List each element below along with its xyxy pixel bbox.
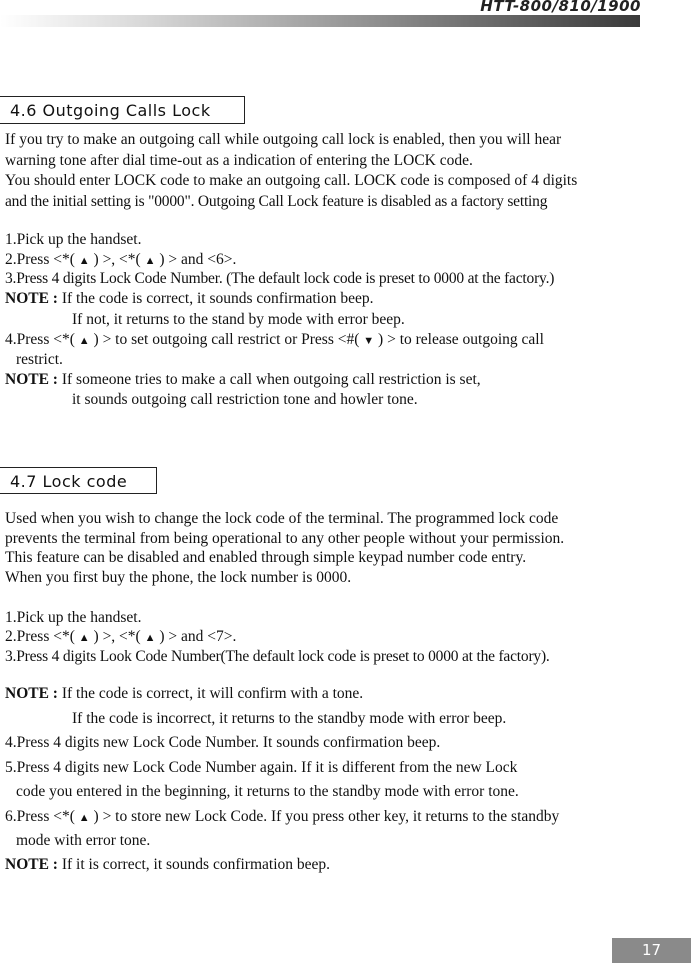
step-3: 3.Press 4 digits Lock Code Number. (The default lock code is preset to 0000 at the factory.) — [5, 270, 555, 287]
step-6-continued: mode with error tone. — [16, 832, 151, 849]
paragraph-line: This feature can be disabled and enabled through simple keypad number code entry. — [5, 549, 527, 566]
up-triangle-icon: ▲ — [78, 812, 90, 824]
step-5-continued: code you entered in the beginning, it returns to the standby mode with error tone. — [16, 783, 519, 800]
paragraph-line: and the initial setting is "0000". Outgoing Call Lock feature is disabled as a factory setting — [5, 193, 548, 210]
step-4-continued: restrict. — [16, 351, 63, 368]
section-title-lock-code: 4.7 Lock code — [0, 467, 157, 494]
paragraph-line: Used when you wish to change the lock code of the terminal. The programmed lock code — [5, 510, 559, 527]
step-3: 3.Press 4 digits Look Code Number(The default lock code is preset to 0000 at the factory). — [5, 648, 550, 665]
paragraph-line: You should enter LOCK code to make an outgoing call. LOCK code is composed of 4 digits — [5, 172, 578, 189]
up-triangle-icon: ▲ — [144, 255, 156, 267]
step-1: 1.Pick up the handset. — [5, 609, 142, 626]
paragraph-line: warning tone after dial time-out as a indication of entering the LOCK code. — [5, 152, 473, 169]
note-label: NOTE : — [5, 685, 58, 702]
step-4: 4.Press <*( ▲ ) > to set outgoing call restrict or Press <#( ▼ ) > to release outgoing call — [5, 331, 544, 348]
step-1: 1.Pick up the handset. — [5, 231, 142, 248]
step-2: 2.Press <*( ▲ ) >, <*( ▲ ) > and <7>. — [5, 628, 237, 645]
paragraph-line: If you try to make an outgoing call while outgoing call lock is enabled, then you will hear — [5, 131, 562, 148]
note-1: NOTE : If the code is correct, it will confirm with a tone. — [5, 685, 364, 702]
paragraph-line: prevents the terminal from being operational to any other people without your permission. — [5, 530, 565, 547]
step-2: 2.Press <*( ▲ ) >, <*( ▲ ) > and <6>. — [5, 251, 237, 268]
model-number: HTT-800/810/1900 — [480, 0, 641, 15]
page-number: 17 — [612, 938, 691, 963]
note-1-continued: If the code is incorrect, it returns to the standby mode with error beep. — [72, 710, 507, 727]
note-1: NOTE : If the code is correct, it sounds confirmation beep. — [5, 290, 374, 307]
note-label: NOTE : — [5, 856, 58, 873]
up-triangle-icon: ▲ — [144, 632, 156, 644]
step-4: 4.Press 4 digits new Lock Code Number. It sounds confirmation beep. — [5, 734, 441, 751]
note-label: NOTE : — [5, 290, 58, 307]
step-6: 6.Press <*( ▲ ) > to store new Lock Code. If you press other key, it returns to the standby — [5, 808, 560, 825]
header-gradient-bar — [0, 15, 640, 27]
down-triangle-icon: ▼ — [363, 335, 375, 347]
note-2-continued: it sounds outgoing call restriction tone and howler tone. — [72, 391, 418, 408]
up-triangle-icon: ▲ — [78, 335, 90, 347]
up-triangle-icon: ▲ — [78, 632, 90, 644]
note-2: NOTE : If it is correct, it sounds confirmation beep. — [5, 856, 331, 873]
note-label: NOTE : — [5, 371, 58, 388]
section-title-outgoing-calls-lock: 4.6 Outgoing Calls Lock — [0, 96, 245, 124]
note-1-continued: If not, it returns to the stand by mode with error beep. — [72, 311, 405, 328]
up-triangle-icon: ▲ — [78, 255, 90, 267]
step-5: 5.Press 4 digits new Lock Code Number again. If it is different from the new Lock — [5, 759, 518, 776]
paragraph-line: When you first buy the phone, the lock number is 0000. — [5, 569, 352, 586]
note-2: NOTE : If someone tries to make a call when outgoing call restriction is set, — [5, 371, 481, 388]
